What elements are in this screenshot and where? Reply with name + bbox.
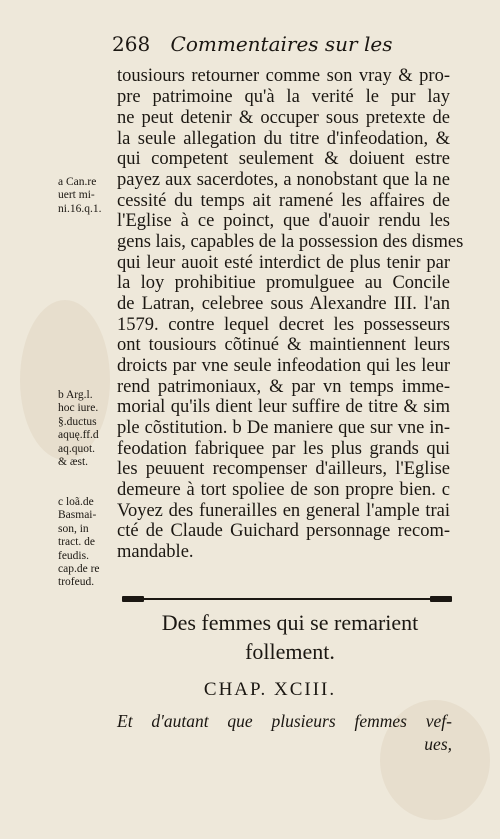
page-number: 268 [112,32,151,56]
body-line: qui competent seulement & doiuent estre [117,149,450,169]
body-line: droicts par vne seule infeodation qui les leur [117,356,450,376]
body-line: morial qu'ils dient leur suffire de titre & sim [117,397,450,417]
margin-note-line: a Can.re [58,176,97,188]
margin-note-line: b Arg.l. [58,389,93,401]
margin-note-b [58,389,118,469]
margin-note-line: trofeud. [58,576,95,589]
section-title-line: Des femmes qui se remarient [161,610,419,635]
body-line: ne peut detenir & occuper sous pretexte de [117,108,450,128]
body-line: qui leur auoit esté interdict de plus tenir par [117,253,450,273]
body-line: 1579. contre lequel decret les possesseurs [117,315,450,335]
margin-note-line: & æst. [58,456,89,469]
body-line: cessité du temps ait ramené les affaires de [117,191,450,211]
body-line: cté de Claude Guichard personnage recom- [117,521,450,541]
body-line: les peuuent recompenser d'ailleurs, l'Eglise [117,459,450,479]
margin-note-a [58,176,118,216]
margin-note-line: feudis. [58,549,89,562]
body-line: pre patrimoine qu'à la verité le pur lay [117,87,450,107]
body-line: l'Eglise à ce poinct, que d'auoir rendu les [117,211,450,231]
body-line: gens lais, capables de la possession des dismes [117,232,464,252]
page-header [112,32,412,56]
margin-note-line: son, in [58,522,89,535]
body-line: demeure à tort spoliee de son propre bien. c [117,480,450,500]
body-line: mandable. [117,542,194,562]
body-line: tousiours retourner comme son vray & pro- [117,66,450,86]
opening-line: ues, [424,734,452,754]
opening-line: Et d'autant que plusieurs femmes vef- [117,711,452,731]
section-title [120,608,460,666]
body-line: ont tousiours cõtinué & maintiennent leurs [117,335,450,355]
margin-note-line: cap.de re [58,563,100,576]
body-line: feodation fabriquee par les plus grands qui [117,439,450,459]
margin-note-line: aq.quot. [58,442,96,455]
margin-note-line: c loã.de [58,496,94,508]
margin-note-line: aquę.ff.d [58,429,99,442]
body-line: de Latran, celebree sous Alexandre III. l'an [117,294,450,314]
margin-note-line: tract. de [58,536,96,549]
margin-note-line: ni.16.q.1. [58,202,102,215]
body-line: Voyez des funerailles en general l'ample trai [117,501,450,521]
margin-note-line: hoc iure. [58,402,99,415]
section-title-line: follement. [245,639,335,664]
margin-note-c [58,496,118,590]
margin-note-line: §.ductus [58,415,97,428]
margin-note-line: Basmai- [58,509,97,522]
body-line: rend patrimoniaux, & par vn temps imme- [117,377,450,397]
body-line: la loy prohibitiue promulguee au Concile [117,273,450,293]
body-line: la seule allegation du titre d'infeodation, & [117,129,450,149]
ornamental-rule [122,598,452,600]
body-line: ple cõstitution. b De maniere que sur vne in- [117,418,450,438]
chapter-heading: CHAP. XCIII. [203,679,337,700]
running-title: Commentaires sur les [170,32,393,56]
body-line: payez aux sacerdotes, a nonobstant que la ne [117,170,450,190]
margin-note-line: uert mi- [58,189,95,202]
